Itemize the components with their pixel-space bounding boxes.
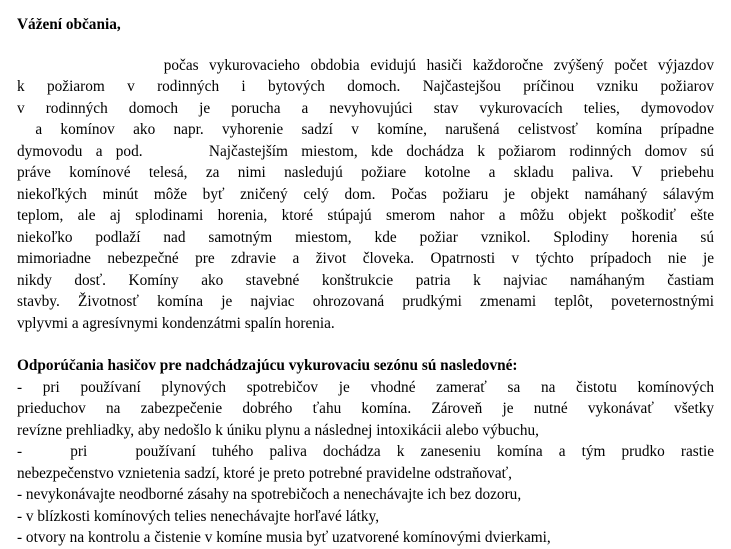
- intro-line: niekoľkých minút môže byť zničený celý dom. Počas požiaru je objekt namáhaný sálavým: [17, 185, 714, 203]
- intro-line: stavby. Životnosť komína je najviac ohrozovaná prudkými zmenami teplôt, poveternostnými: [17, 293, 714, 310]
- intro-line: nikdy dosť. Komíny ako stavebné konštrukcie patria k najviac namáhaným častiam: [17, 271, 714, 289]
- intro-line: práve komínové telesá, za nimi nasledujú požiare kotolne a skladu paliva. V priebehu: [17, 164, 714, 181]
- list-line: - nevykonávajte neodborné zásahy na spotrebičoch a nenechávajte ich bez dozoru,: [17, 486, 522, 503]
- intro-paragraph: [17, 55, 714, 335]
- intro-line: v rodinných domoch je porucha a nevyhovujúci stav vykurovacích telies, dymovodov: [17, 99, 714, 117]
- list-line: revízne prehliadky, aby nedošlo k úniku plynu a následnej intoxikácii alebo výbuchu,: [17, 421, 539, 439]
- greeting: Vážení občania,: [17, 16, 121, 33]
- list-line: prieduchov na zabezpečenie dobrého ťahu komína. Zároveň je nutné vykonávať všetky: [17, 400, 714, 417]
- list-line: - pri používaní plynových spotrebičov je vhodné zamerať sa na čistotu komínových: [17, 378, 714, 396]
- recommendations-list: [17, 377, 714, 549]
- recommendations-heading: Odporúčania hasičov pre nadchádzajúcu vykurovaciu sezónu sú nasledovné:: [17, 357, 518, 374]
- list-line: - v blízkosti komínových telies nenechávajte horľavé látky,: [17, 507, 380, 525]
- intro-line: dymovodu a pod. Najčastejším miestom, kde dochádza k požiarom rodinných domov sú: [17, 142, 714, 160]
- list-line: nebezpečenstvo vznietenia sadzí, ktoré je preto potrebné pravidelne odstraňovať,: [17, 464, 512, 482]
- intro-line: počas vykurovacieho obdobia evidujú hasiči každoročne zvýšený počet výjazdov: [17, 56, 714, 74]
- intro-line: niekoľko podlaží nad samotným miestom, kde požiar vznikol. Splodiny horenia sú: [17, 228, 714, 246]
- list-line: - otvory na kontrolu a čistenie v komíne musia byť uzatvorené komínovými dvierkami,: [17, 529, 551, 546]
- intro-line: mimoriadne nebezpečné pre zdravie a život človeka. Opatrnosti v týchto prípadoch nie je: [17, 250, 714, 267]
- intro-line: a komínov ako napr. vyhorenie sadzí v komíne, narušená celistvosť komína prípadne: [17, 121, 714, 138]
- paragraph-spacer: [17, 334, 714, 355]
- document-body: [17, 14, 714, 549]
- list-line: - pri používaní tuhého paliva dochádza k zaneseniu komína a tým prudko rastie: [17, 443, 714, 460]
- intro-line: vplyvmi a agresívnymi kondenzátmi spalín horenia.: [17, 314, 335, 332]
- intro-line: k požiarom v rodinných i bytových domoch. Najčastejšou príčinou vzniku požiarov: [17, 78, 714, 95]
- intro-line: teplom, ale aj splodinami horenia, ktoré stúpajú smerom nahor a môžu objekt poškodiť ešte: [17, 207, 714, 224]
